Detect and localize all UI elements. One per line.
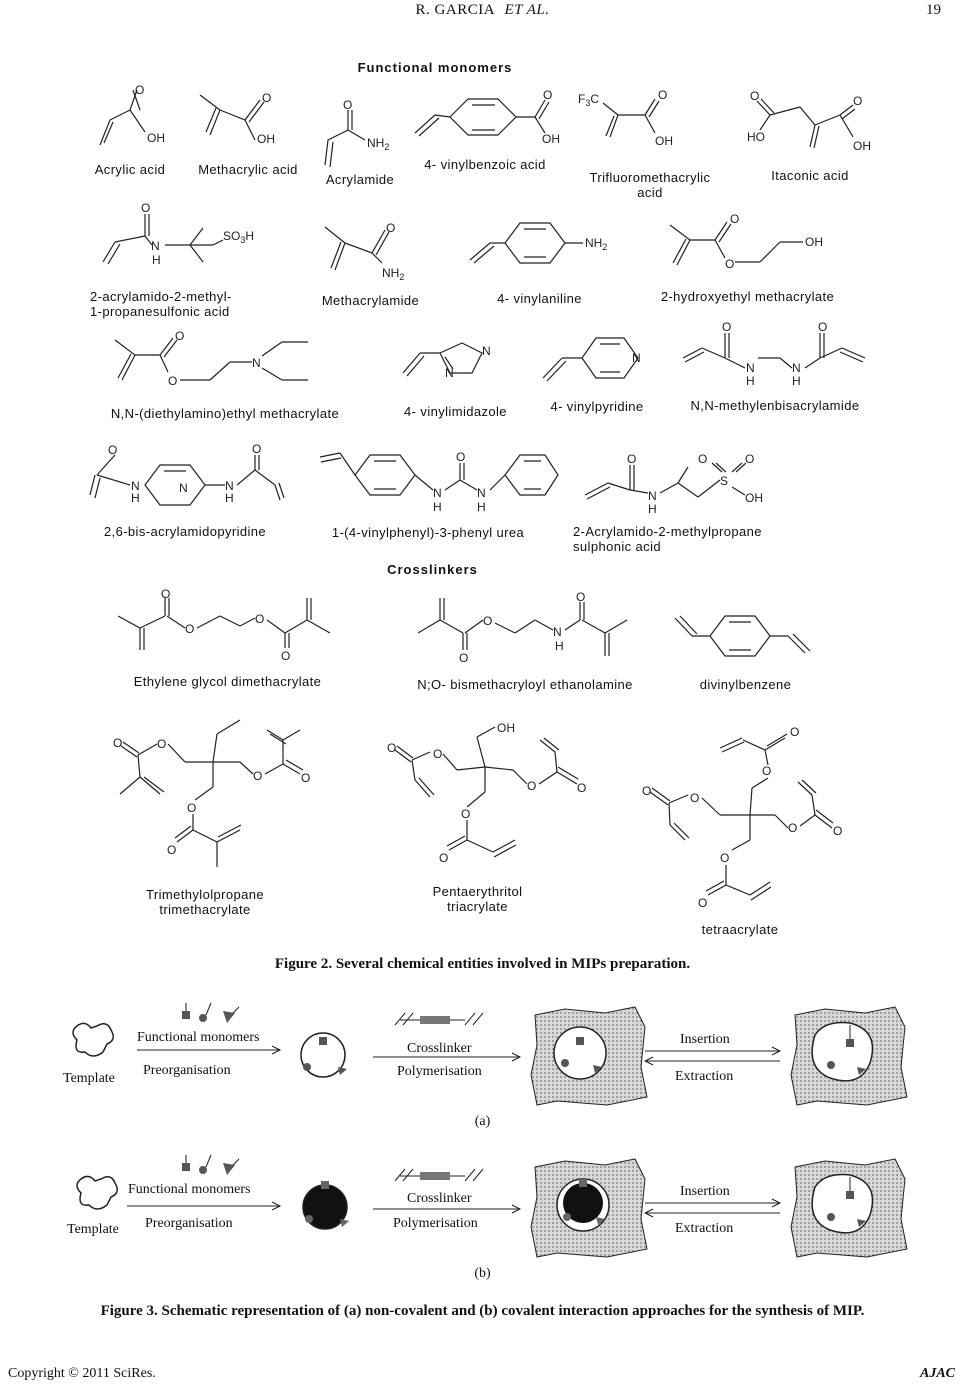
section-crosslinkers: Crosslinkers xyxy=(387,562,478,577)
svg-text:NH2: $NH_2$ xyxy=(367,136,390,152)
svg-text:O: O xyxy=(386,221,396,235)
svg-text:OH: OH xyxy=(147,131,165,145)
label-methacrylamide: Methacrylamide xyxy=(321,293,420,308)
svg-text:OH: OH xyxy=(257,132,275,146)
svg-text:N: N xyxy=(151,239,160,253)
label-pentaerythritol-triacrylate: Pentaerythritol triacrylate xyxy=(432,884,523,914)
structure-acrylamide xyxy=(320,95,400,175)
header-et-al: ET AL. xyxy=(504,2,550,18)
svg-text:O: O xyxy=(658,88,668,102)
svg-text:N: N xyxy=(746,361,755,375)
svg-text:N: N xyxy=(648,489,657,503)
scheme-b xyxy=(55,1145,915,1270)
svg-text:O: O xyxy=(175,329,185,343)
svg-text:O: O xyxy=(788,821,798,835)
svg-text:H: H xyxy=(477,500,486,514)
svg-text:N: N xyxy=(433,486,442,500)
scheme-a xyxy=(55,995,915,1115)
structure-divinylbenzene xyxy=(670,608,820,668)
structure-trifluoromethacrylic-acid xyxy=(575,85,695,165)
svg-text:O: O xyxy=(135,83,145,97)
svg-text:NH2: $NH_2$ xyxy=(585,236,608,252)
structure-methacrylic-acid xyxy=(195,85,305,155)
footer-journal: AJAC xyxy=(919,1366,955,1381)
svg-text:OH: OH xyxy=(542,132,560,146)
crosslinker-label-a: Crosslinker xyxy=(407,1041,472,1056)
svg-text:N: N xyxy=(632,351,641,365)
label-bismethacryloyl-ethanolamine: N;O- bismethacryloyl ethanolamine xyxy=(417,677,633,692)
svg-text:NH2: $NH_2$ xyxy=(382,266,405,282)
insertion-label-b: Insertion xyxy=(680,1184,730,1199)
label-egdma: Ethylene glycol dimethacrylate xyxy=(133,674,322,689)
svg-text:O: O xyxy=(762,764,772,778)
svg-text:O: O xyxy=(108,443,118,457)
structure-itaconic-acid xyxy=(745,85,885,160)
svg-text:H: H xyxy=(792,374,801,388)
svg-text:N: N xyxy=(445,366,454,380)
svg-text:H: H xyxy=(648,502,657,516)
template-shape-icon xyxy=(73,1023,113,1056)
crosslinker-icon xyxy=(420,1016,450,1024)
svg-text:O: O xyxy=(818,320,828,334)
svg-text:O: O xyxy=(167,843,177,857)
svg-text:O: O xyxy=(262,91,272,105)
svg-text:OH: OH xyxy=(497,721,515,735)
svg-text:O: O xyxy=(168,374,178,388)
svg-text:O: O xyxy=(253,769,263,783)
svg-text:N: N xyxy=(252,356,261,370)
svg-text:O: O xyxy=(750,89,760,103)
label-4-vinylbenzoic-acid: 4- vinylbenzoic acid xyxy=(424,157,546,172)
svg-text:O: O xyxy=(853,94,863,108)
svg-text:O: O xyxy=(187,801,197,815)
svg-text:HO: HO xyxy=(747,130,765,144)
svg-text:O: O xyxy=(698,896,708,910)
label-methacrylic-acid: Methacrylic acid xyxy=(198,162,298,177)
crosslinker-label-b: Crosslinker xyxy=(407,1191,472,1206)
insertion-label-a: Insertion xyxy=(680,1032,730,1047)
structure-tmptma xyxy=(105,712,335,872)
svg-text:N: N xyxy=(792,361,801,375)
functional-monomers-label-b: Functional monomers xyxy=(128,1182,251,1197)
structure-tetraacrylate xyxy=(640,720,860,920)
svg-text:O: O xyxy=(576,590,586,604)
svg-text:O: O xyxy=(690,791,700,805)
structure-mba xyxy=(680,318,880,398)
svg-text:O: O xyxy=(387,741,397,755)
monomer-square-icon xyxy=(182,1011,190,1019)
structure-4-vinylaniline xyxy=(465,218,615,278)
svg-text:H: H xyxy=(225,491,234,505)
label-4-vinylimidazole: 4- vinylimidazole xyxy=(404,404,507,419)
svg-text:O: O xyxy=(157,737,167,751)
template-label-a: Template xyxy=(63,1071,115,1086)
label-b: (b) xyxy=(474,1266,491,1281)
label-divinylbenzene: divinylbenzene xyxy=(699,677,792,692)
svg-text:O: O xyxy=(185,622,195,636)
svg-text:O: O xyxy=(141,201,151,215)
svg-text:H: H xyxy=(152,253,161,267)
svg-text:O: O xyxy=(281,649,291,663)
polymerisation-label-b: Polymerisation xyxy=(393,1216,478,1231)
extraction-label-b: Extraction xyxy=(675,1221,734,1236)
figure2-caption: Figure 2. Several chemical entities involved in MIPs preparation. xyxy=(274,956,691,972)
structure-4-vinylbenzoic-acid xyxy=(410,85,570,155)
svg-text:H: H xyxy=(131,491,140,505)
label-mba: N,N-methylenbisacrylamide xyxy=(690,398,860,413)
svg-text:O: O xyxy=(301,771,311,785)
label-4-vinylpyridine: 4- vinylpyridine xyxy=(550,399,644,414)
svg-text:OH: OH xyxy=(655,134,673,148)
structure-methacrylamide xyxy=(320,215,430,290)
svg-text:O: O xyxy=(456,450,466,464)
svg-text:O: O xyxy=(255,612,265,626)
functional-monomers-label-a: Functional monomers xyxy=(137,1030,260,1045)
svg-text:N: N xyxy=(477,486,486,500)
section-functional-monomers: Functional monomers xyxy=(357,60,513,75)
svg-text:O: O xyxy=(343,98,353,112)
page-number: 19 xyxy=(926,2,941,18)
svg-text:N: N xyxy=(553,625,562,639)
label-amps-2: 2-Acrylamido-2-methylpropane sulphonic acid xyxy=(573,524,762,554)
svg-text:O: O xyxy=(698,452,708,466)
polymerisation-label-a: Polymerisation xyxy=(397,1064,482,1079)
structure-deaema xyxy=(110,330,320,400)
label-bis-acrylamidopyridine: 2,6-bis-acrylamidopyridine xyxy=(103,524,267,539)
label-hema: 2-hydroxyethyl methacrylate xyxy=(660,289,835,304)
svg-text:H: H xyxy=(555,639,564,653)
structure-4-vinylpyridine xyxy=(540,330,660,390)
svg-text:O: O xyxy=(433,747,443,761)
svg-text:O: O xyxy=(642,784,652,798)
label-trifluoromethacrylic: Trifluoromethacrylic acid xyxy=(589,170,711,200)
svg-text:O: O xyxy=(722,320,732,334)
svg-text:H: H xyxy=(746,374,755,388)
svg-text:O: O xyxy=(461,807,471,821)
svg-text:O: O xyxy=(745,452,755,466)
svg-text:O: O xyxy=(161,587,171,601)
label-a: (a) xyxy=(474,1114,491,1129)
template-label-b: Template xyxy=(67,1222,119,1237)
svg-text:O: O xyxy=(730,212,740,226)
structure-pentaerythritol-triacrylate xyxy=(385,712,605,872)
svg-text:F3C: $F_3C$ xyxy=(578,92,600,108)
label-deaema: N,N-(diethylamino)ethyl methacrylate xyxy=(110,406,340,421)
svg-text:O: O xyxy=(720,851,730,865)
svg-text:O: O xyxy=(483,614,493,628)
svg-text:O: O xyxy=(113,736,123,750)
label-tmptma: Trimethylolpropane trimethacrylate xyxy=(146,887,264,917)
label-acrylic-acid: Acrylic acid xyxy=(94,162,166,177)
svg-text:O: O xyxy=(527,779,537,793)
svg-text:O: O xyxy=(725,257,735,271)
label-tetraacrylate: tetraacrylate xyxy=(701,922,779,937)
preorganisation-label-b: Preorganisation xyxy=(145,1216,233,1231)
structure-egdma xyxy=(115,588,345,668)
structure-4-vinylimidazole xyxy=(400,335,510,400)
structure-bis-acrylamidopyridine xyxy=(85,440,295,520)
svg-text:O: O xyxy=(577,781,587,795)
header-author: R. GARCIA xyxy=(415,2,495,18)
svg-text:O: O xyxy=(439,851,449,865)
svg-text:O: O xyxy=(459,651,469,665)
structure-vinylphenyl-phenyl-urea xyxy=(315,445,565,525)
structure-acrylic-acid xyxy=(85,80,205,160)
svg-text:N: N xyxy=(482,344,491,358)
svg-text:OH: OH xyxy=(745,491,763,505)
structure-hema xyxy=(665,210,845,280)
svg-text:O: O xyxy=(627,452,637,466)
svg-text:O: O xyxy=(833,824,843,838)
structure-bismethacryloyl-ethanolamine xyxy=(415,588,645,668)
svg-text:H: H xyxy=(433,500,442,514)
svg-text:OH: OH xyxy=(805,235,823,249)
structure-amps-2 xyxy=(580,445,780,525)
svg-text:SO3H: $SO_3H$ xyxy=(223,229,255,245)
structure-amps xyxy=(95,200,285,280)
label-amps: 2-acrylamido-2-methyl- 1-propanesulfonic acid xyxy=(90,289,232,319)
svg-text:S: S xyxy=(720,474,729,488)
svg-text:O: O xyxy=(790,725,800,739)
svg-text:OH: OH xyxy=(853,139,871,153)
svg-text:N: N xyxy=(131,479,140,493)
template-shape-b-icon xyxy=(77,1176,117,1209)
label-vinylphenyl-phenyl-urea: 1-(4-vinylphenyl)-3-phenyl urea xyxy=(331,525,525,540)
footer-copyright: Copyright © 2011 SciRes. xyxy=(8,1366,156,1381)
monomer-circle-icon xyxy=(199,1014,207,1022)
svg-text:O: O xyxy=(252,442,262,456)
svg-text:N: N xyxy=(225,479,234,493)
svg-text:N: N xyxy=(179,481,188,495)
preorganisation-label-a: Preorganisation xyxy=(143,1063,231,1078)
label-4-vinylaniline: 4- vinylaniline xyxy=(497,291,582,306)
label-itaconic-acid: Itaconic acid xyxy=(771,168,849,183)
extraction-label-a: Extraction xyxy=(675,1069,734,1084)
svg-text:O: O xyxy=(543,88,553,102)
label-acrylamide: Acrylamide xyxy=(325,172,395,187)
running-header xyxy=(0,2,965,19)
figure3-caption: Figure 3. Schematic representation of (a) non-covalent and (b) covalent interaction approaches for the synthesis of MIP. xyxy=(100,1303,865,1319)
